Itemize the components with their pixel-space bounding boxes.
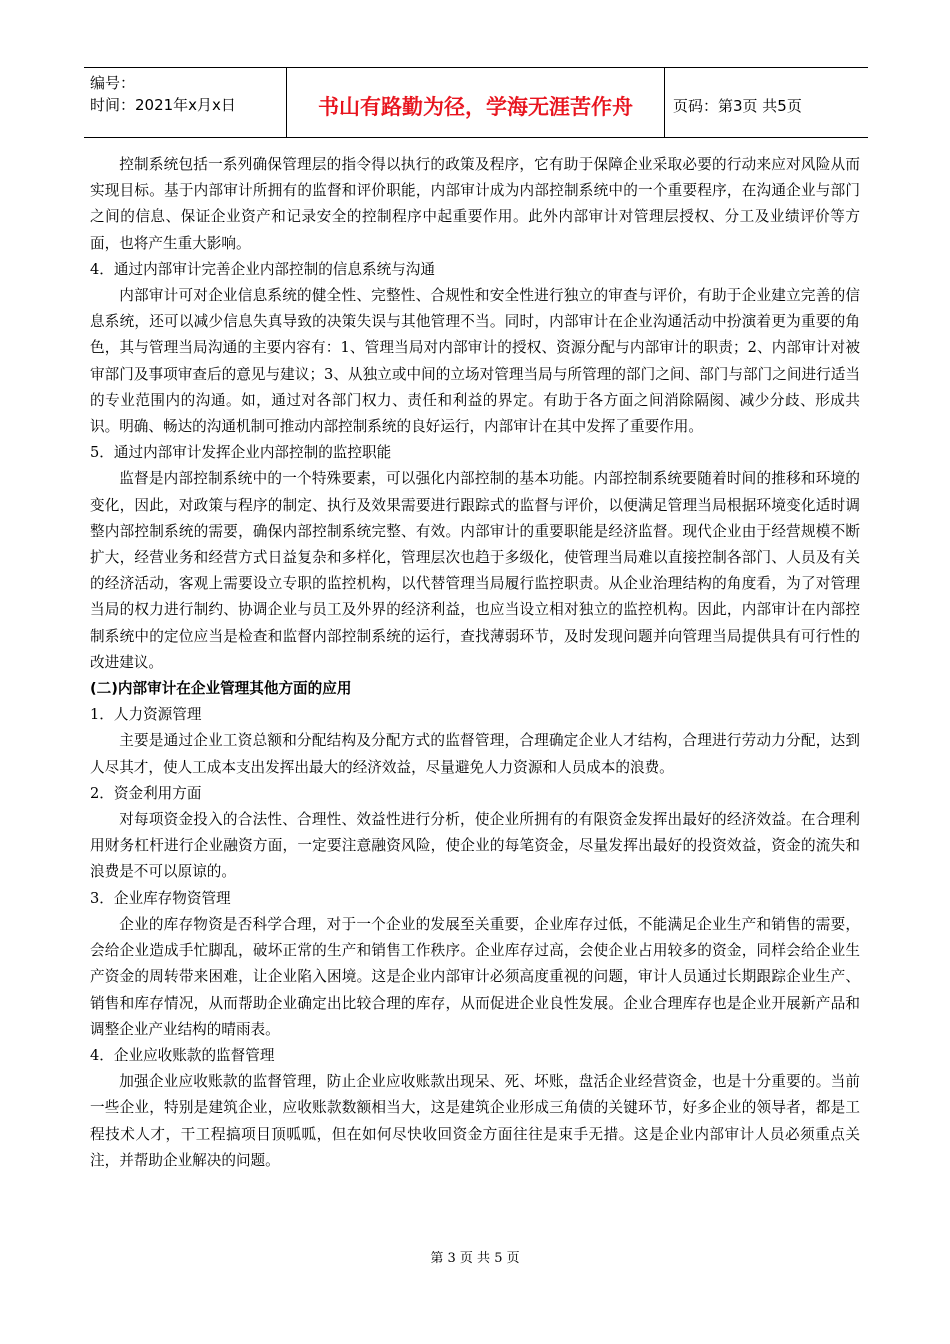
header-left-cell — [84, 68, 287, 137]
section-heading: 1．人力资源管理 — [90, 706, 202, 724]
section-heading: 2．资金利用方面 — [90, 784, 202, 802]
page-header — [84, 67, 868, 138]
body-paragraph: 控制系统包括一系列确保管理层的指令得以执行的政策及程序，它有助于保障企业采取必要的行动来应对风险从而实现目标。基于内部审计所拥有的监督和评价职能，内部审计成为内部控制系统中的一个重要程序，在沟通企业与部门之间的信息、保证企业资产和记录安全的控制程序中起重要作用。此外内部审计对管理层授权、分工及业绩评价等方面，也将产生重大影响。 — [90, 156, 860, 252]
body-paragraph: 企业的库存物资是否科学合理，对于一个企业的发展至关重要，企业库存过低，不能满足企业生产和销售的需要，会给企业造成手忙脚乱，破坏正常的生产和销售工作秩序。企业库存过高，会使企业占用较多的资金，同样会给企业生产资金的周转带来困难，让企业陷入困境。这是企业内部审计必须高度重视的问题，审计人员通过长期跟踪企业生产、销售和库存情况，从而帮助企业确定出比较合理的库存，从而促进企业良性发展。企业合理库存也是企业开展新产品和调整企业产业结构的晴雨表。 — [90, 915, 860, 1038]
section-heading: 4．企业应收账款的监督管理 — [90, 1046, 275, 1064]
document-number-label: 编号： — [90, 74, 136, 92]
body-paragraph: 主要是通过企业工资总额和分配结构及分配方式的监督管理，合理确定企业人才结构，合理进行劳动力分配，达到人尽其才，使人工成本支出发挥出最大的经济效益，尽量避免人力资源和人员成本的浪费。 — [90, 732, 860, 776]
document-date-label: 时间：2021年x月x日 — [90, 96, 236, 114]
chapter-heading: (二)内部审计在企业管理其他方面的应用 — [90, 680, 352, 698]
document-body — [90, 152, 860, 1174]
body-paragraph: 监督是内部控制系统中的一个特殊要素，可以强化内部控制的基本功能。内部控制系统要随着时间的推移和环境的变化，因此，对政策与程序的制定、执行及效果需要进行跟踪式的监督与评价，以便满足管理当局根据环境变化适时调整内部控制系统的需要，确保内部控制系统完整、有效。内部审计的重要职能是经济监督。现代企业由于经营规模不断扩大，经营业务和经营方式日益复杂和多样化，管理层次也趋于多级化，使管理当局难以直接控制各部门、人员及有关的经济活动，客观上需要设立专职的监控机构，以代替管理当局履行监控职责。从企业治理结构的角度看，为了对管理当局的权力进行制约、协调企业与员工及外界的经济利益，也应当设立相对独立的监控机构。因此，内部审计在内部控制系统中的定位应当是检查和监督内部控制系统的运行，查找薄弱环节，及时发现问题并向管理当局提供具有可行性的改进建议。 — [90, 470, 860, 671]
section-heading: 3．企业库存物资管理 — [90, 889, 231, 907]
header-page-label: 页码：第3页 共5页 — [673, 97, 802, 115]
header-motto: 书山有路勤为径，学海无涯苦作舟 — [287, 68, 665, 137]
section-heading: 5．通过内部审计发挥企业内部控制的监控职能 — [90, 444, 392, 462]
body-paragraph: 内部审计可对企业信息系统的健全性、完整性、合规性和安全性进行独立的审查与评价，有助于企业建立完善的信息系统，还可以减少信息失真导致的决策失误与其他管理不当。同时，内部审计在企业沟通活动中扮演着更为重要的角色，其与管理当局沟通的主要内容有：1、管理当局对内部审计的授权、资源分配与内部审计的职责；2、内部审计对被审部门及事项审查后的意见与建议；3、从独立或中间的立场对管理当局与所管理的部门之间、部门与部门之间进行适当的专业范围内的沟通。如，通过对各部门权力、责任和利益的界定。有助于各方面之间消除隔阂、减少分歧、形成共识。明确、畅达的沟通机制可推动内部控制系统的良好运行，内部审计在其中发挥了重要作用。 — [90, 287, 860, 436]
body-paragraph: 对每项资金投入的合法性、合理性、效益性进行分析，使企业所拥有的有限资金发挥出最好的经济效益。在合理利用财务杠杆进行企业融资方面，一定要注意融资风险，使企业的每笔资金，尽量发挥出最好的投资效益，资金的流失和浪费是不可以原谅的。 — [90, 811, 860, 881]
page-footer: 第 3 页 共 5 页 — [430, 1251, 520, 1266]
section-heading: 4．通过内部审计完善企业内部控制的信息系统与沟通 — [90, 260, 435, 278]
body-paragraph: 加强企业应收账款的监督管理，防止企业应收账款出现呆、死、坏账，盘活企业经营资金，也是十分重要的。当前一些企业，特别是建筑企业，应收账款数额相当大，这是建筑企业形成三角债的关键环节，好多企业的领导者，都是工程技术人才，干工程搞项目顶呱呱，但在如何尽快收回资金方面往往是束手无措。这是企业内部审计人员必须重点关注，并帮助企业解决的问题。 — [90, 1073, 860, 1169]
